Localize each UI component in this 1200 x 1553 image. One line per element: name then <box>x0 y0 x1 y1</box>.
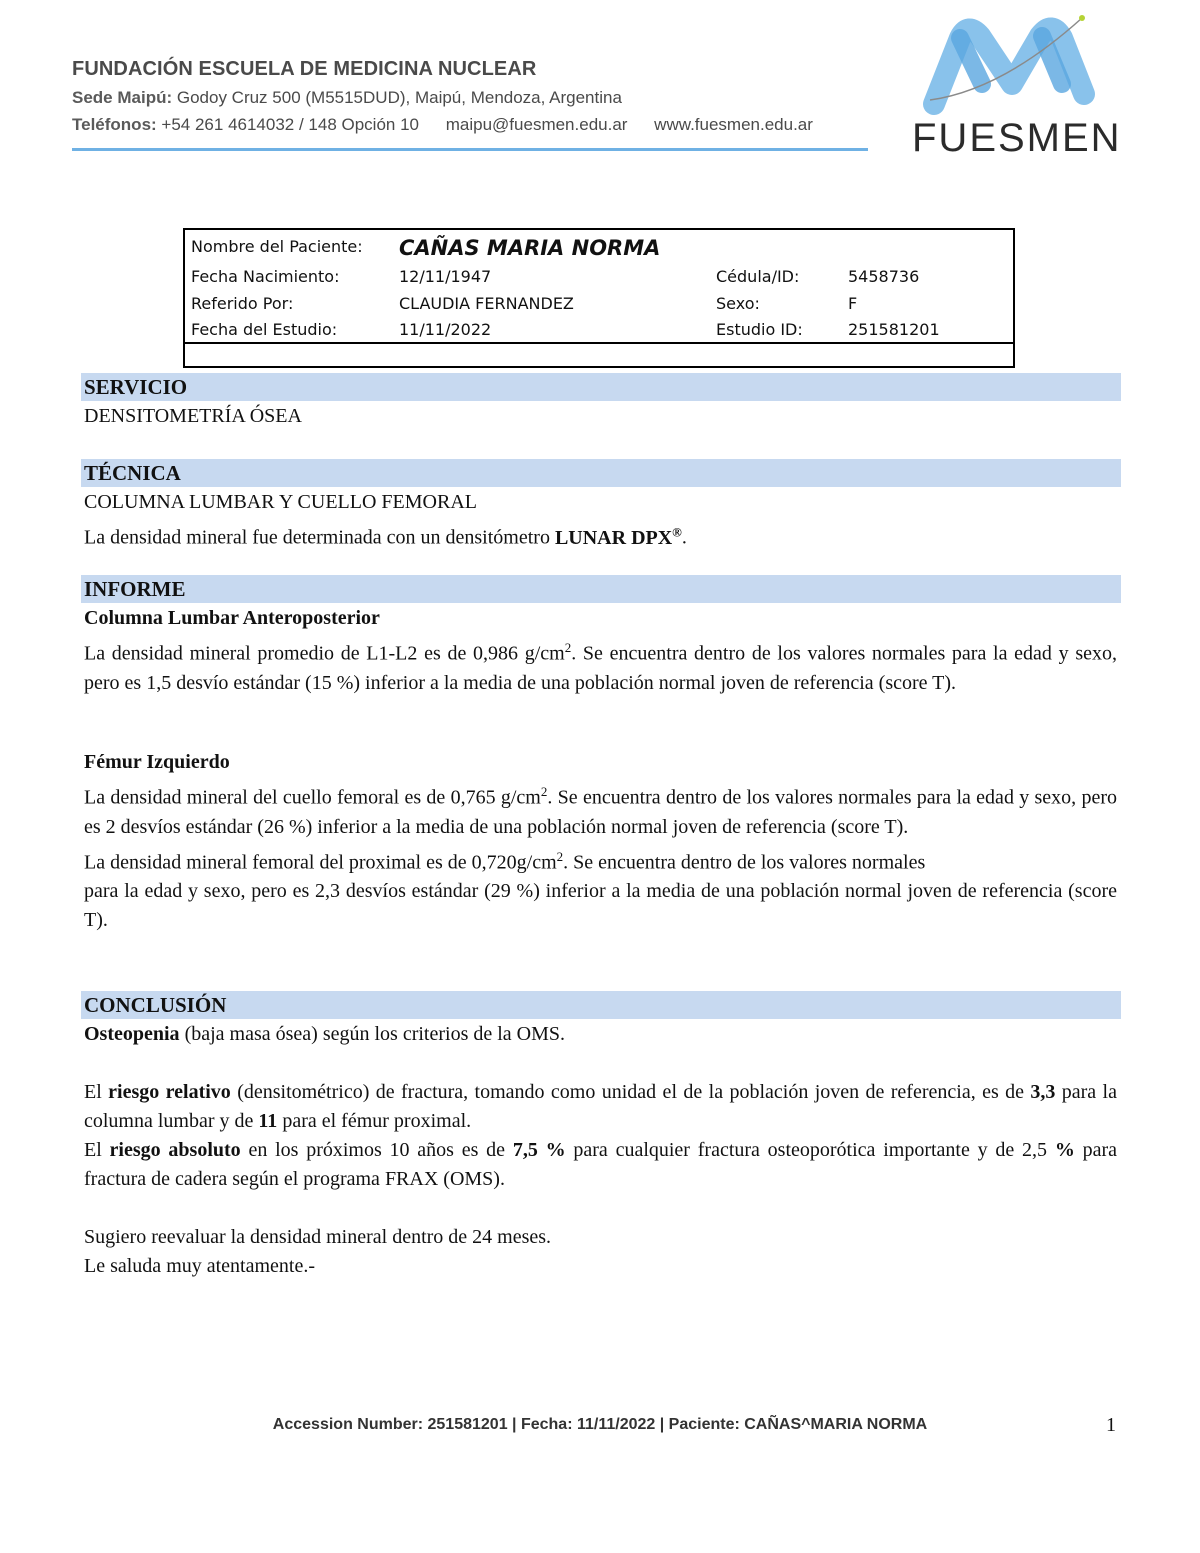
diagnosis: Osteopenia (baja masa ósea) según los criterios de la OMS. <box>84 1023 566 1045</box>
tecnica-line1: COLUMNA LUMBAR Y CUELLO FEMORAL <box>84 491 477 513</box>
section-heading: INFORME <box>84 577 186 601</box>
femur-paragraph-1: La densidad mineral del cuello femoral es de 0,765 $g/cm^2$. Se encuentra dentro de los valores normales para la edad y sexo, pero es 2 desvíos estándar (26 %) inferior a la media de una población normal joven de referencia (score T). <box>84 784 1117 838</box>
section-heading: CONCLUSIÓN <box>84 993 227 1017</box>
sex-value: F <box>848 294 858 313</box>
sede-label: Sede Maipú: <box>72 88 173 107</box>
study-id-label: Estudio ID: <box>716 320 803 339</box>
study-date-value: 11/11/2022 <box>399 320 492 339</box>
birth-date-label: Fecha Nacimiento: <box>191 267 340 286</box>
informe-columna <box>84 604 1117 698</box>
page-footer: Accession Number: 251581201 | Fecha: 11/11/2022 | Paciente: CAÑAS^MARIA NORMA <box>272 1416 928 1433</box>
patient-name-label: Nombre del Paciente: <box>191 237 363 256</box>
femur-paragraph-2-line2: para la edad y sexo, pero es 2,3 desvíos estándar (29 %) inferior a la media de una población normal joven de referencia (score T). <box>84 880 1117 932</box>
columna-paragraph: La densidad mineral promedio de L1-L2 es de 0,986 $g/cm^2$. Se encuentra dentro de los valores normales para la edad y sexo, pero es 1,5 desvío estándar (15 %) inferior a la media de una población normal joven de referencia (score T). <box>84 640 1117 694</box>
patient-info-box <box>183 228 1015 368</box>
section-informe <box>81 575 1121 603</box>
id-value: 5458736 <box>848 267 920 286</box>
study-date-label: Fecha del Estudio: <box>191 320 338 339</box>
logo-wordmark: FUESMEN <box>912 116 1122 160</box>
institution-header <box>72 58 813 135</box>
section-heading: TÉCNICA <box>84 461 181 485</box>
phones-label: Teléfonos: <box>72 115 157 134</box>
conclusion-text <box>84 1020 1117 1281</box>
patient-name-value: CAÑAS MARIA NORMA <box>399 236 661 260</box>
patient-box-divider <box>185 342 1013 344</box>
birth-date-value: 12/11/1947 <box>399 267 492 286</box>
suggestion: Sugiero reevaluar la densidad mineral dentro de 24 meses. <box>84 1226 552 1248</box>
study-id-value: 251581201 <box>848 320 940 339</box>
contact-line <box>72 115 813 135</box>
tecnica-line2: La densidad mineral fue determinada con un densitómetro LUNAR DPX®. <box>84 524 687 549</box>
absolute-risk: El riesgo absoluto en los próximos 10 años es de 7,5 % para cualquier fractura osteoporótica importante y de 2,5 % para fractura de cadera según el programa FRAX (OMS). <box>84 1139 1117 1190</box>
referred-label: Referido Por: <box>191 294 294 313</box>
sex-label: Sexo: <box>716 294 760 313</box>
relative-risk: El riesgo relativo (densitométrico) de fractura, tomando como unidad el de la población joven de referencia, es de 3,3 para la columna lumbar y de 11 para el fémur proximal. <box>84 1081 1117 1132</box>
institution-name: FUNDACIÓN ESCUELA DE MEDICINA NUCLEAR <box>72 58 537 80</box>
referred-value: CLAUDIA FERNANDEZ <box>399 294 574 313</box>
femur-title: Fémur Izquierdo <box>84 751 230 773</box>
sede-value: Godoy Cruz 500 (M5515DUD), Maipú, Mendoza, Argentina <box>176 88 622 107</box>
website-link[interactable]: www.fuesmen.edu.ar <box>654 115 813 134</box>
email-link[interactable]: maipu@fuesmen.edu.ar <box>445 115 628 134</box>
tecnica-text <box>84 488 1117 553</box>
header-divider <box>72 148 868 151</box>
section-heading: SERVICIO <box>84 375 188 399</box>
servicio-text: DENSITOMETRÍA ÓSEA <box>84 405 302 427</box>
device-name: LUNAR DPX® <box>554 524 682 549</box>
id-label: Cédula/ID: <box>716 267 800 286</box>
section-tecnica <box>81 459 1121 487</box>
section-servicio <box>81 373 1121 401</box>
femur-paragraph-2-line1: La densidad mineral femoral del proximal es de $0,720g/cm^2$. Se encuentra dentro de los valores normales <box>84 848 926 874</box>
columna-title: Columna Lumbar Anteroposterior <box>84 607 380 629</box>
page-number: 1 <box>1106 1414 1116 1436</box>
section-conclusion <box>81 991 1121 1019</box>
phones-value: +54 261 4614032 / 148 Opción 10 <box>161 115 420 134</box>
address-line <box>72 88 813 108</box>
informe-femur <box>84 748 1117 935</box>
farewell: Le saluda muy atentamente.- <box>84 1255 316 1277</box>
